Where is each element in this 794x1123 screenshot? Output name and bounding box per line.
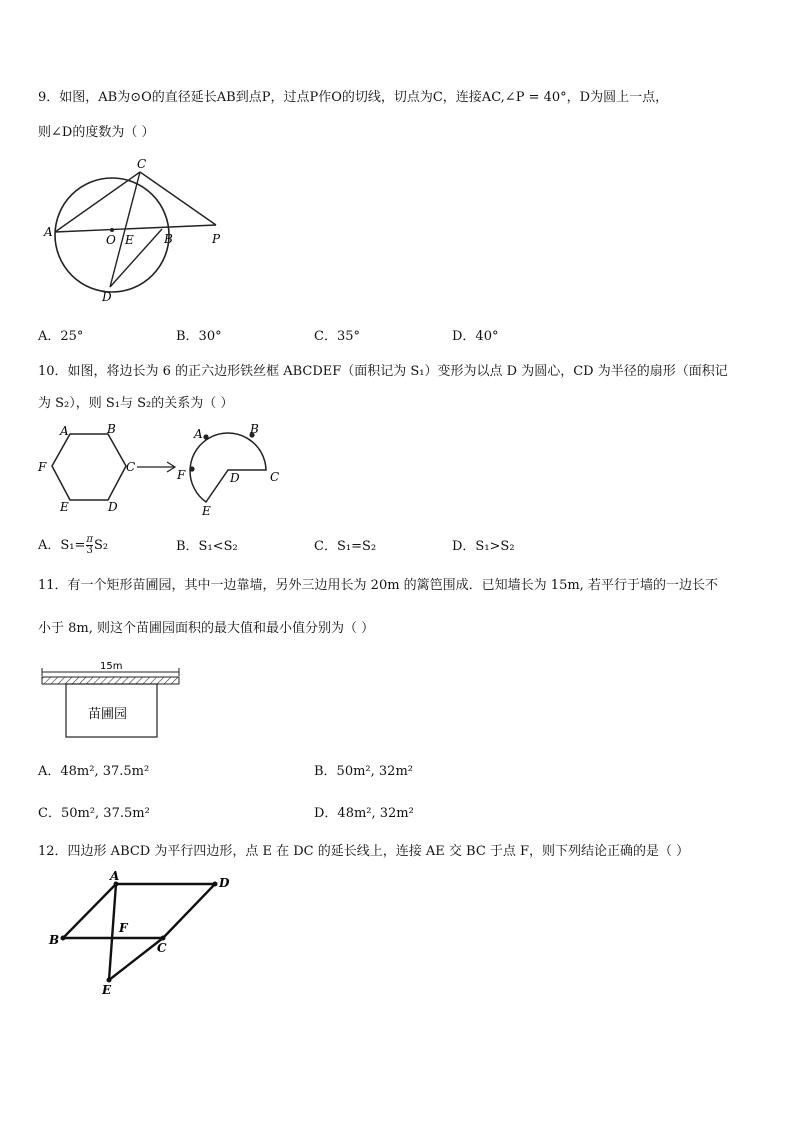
q9-line-CP (140, 172, 216, 225)
q10-fraction-numerator: π (86, 534, 93, 545)
q10-stem-line1: 10．如图，将边长为 6 的正六边形铁丝框 ABCDEF（面积记为 S₁）变形为以点 D 为圆心，CD 为半径的扇形（面积记 (38, 364, 728, 379)
q12-label-A: A (110, 869, 120, 883)
q9-stem-line1: 9．如图，AB为⊙O的直径延长AB到点P，过点P作O的切线，切点为C，连接AC,∠P = 40°，D为圆上一点， (38, 90, 669, 105)
q10-sector-label-B: B (250, 422, 259, 436)
q9-label-O: O (106, 233, 116, 247)
q11-stem-line1: 11．有一个矩形苗圃园，其中一边靠墙，另外三边用长为 20m 的篱笆围成．已知墙长为 15m, 若平行于墙的一边长不 (38, 578, 718, 593)
q12-label-F: F (119, 921, 128, 935)
q9-label-A: A (44, 225, 53, 239)
q9-option-d[interactable]: D．40° (452, 329, 499, 344)
q9-option-c[interactable]: C．35° (314, 329, 360, 344)
q10-option-a-prefix: A．S₁= (38, 538, 86, 553)
q11-wall-length-label: 15m (100, 661, 123, 672)
q9-stem-line2: 则∠D的度数为（ ） (38, 125, 155, 140)
q10-sector-label-C: C (270, 470, 280, 484)
q12-label-B: B (49, 933, 60, 947)
q12-point-B (61, 936, 66, 941)
q12-point-E (107, 978, 112, 983)
q10-option-a-fraction (86, 535, 93, 556)
q9-label-D: D (102, 290, 112, 304)
q10-hex-label-E: E (60, 500, 69, 514)
q11-option-a[interactable]: A．48m², 37.5m² (38, 764, 150, 779)
q12-point-C (161, 936, 166, 941)
q11-option-c[interactable]: C．50m², 37.5m² (38, 806, 150, 821)
q12-stem-line1: 12．四边形 ABCD 为平行四边形，点 E 在 DC 的延长线上，连接 AE 交 BC 于点 F，则下列结论正确的是（ ） (38, 844, 690, 859)
q10-option-a-suffix: S₂ (93, 538, 109, 553)
q11-garden-figure (34, 658, 194, 744)
q10-sector-label-A: A (194, 427, 203, 441)
q10-sector-label-D: D (230, 471, 240, 485)
q10-hex-label-B: B (107, 422, 116, 436)
q10-option-a[interactable] (38, 535, 108, 556)
q10-sector-point-F (189, 466, 194, 471)
q10-hex-label-F: F (38, 460, 47, 474)
q9-circle-figure (40, 155, 240, 305)
q10-sector-label-E: E (202, 504, 211, 518)
q12-line-AE (109, 884, 116, 980)
q12-label-E: E (102, 983, 112, 997)
q12-label-D: D (219, 876, 230, 890)
q10-option-b[interactable]: B．S₁<S₂ (176, 539, 238, 554)
q9-label-P: P (212, 232, 221, 246)
q10-hexagon (52, 434, 126, 500)
q9-option-a[interactable]: A．25° (38, 329, 84, 344)
q10-sector (190, 433, 266, 502)
q10-hex-label-C: C (126, 460, 136, 474)
q12-parallelogram-figure (40, 868, 240, 1000)
q12-parallelogram (63, 884, 215, 938)
q12-point-D (213, 882, 218, 887)
q10-option-d[interactable]: D．S₁>S₂ (452, 539, 515, 554)
q9-option-b[interactable]: B．30° (176, 329, 222, 344)
q12-line-CE (109, 938, 163, 980)
q11-option-b[interactable]: B．50m², 32m² (314, 764, 413, 779)
q9-label-C: C (137, 157, 147, 171)
q10-sector-point-A (203, 434, 208, 439)
q10-stem-line2: 为 S₂），则 S₁与 S₂的关系为（ ） (38, 396, 234, 411)
q10-hex-label-D: D (108, 500, 118, 514)
q11-wall (42, 677, 179, 684)
q11-stem-line2: 小于 8m, 则这个苗圃园面积的最大值和最小值分别为（ ） (38, 621, 375, 636)
q10-hex-label-A: A (60, 424, 69, 438)
q10-option-c[interactable]: C．S₁=S₂ (314, 539, 377, 554)
q9-point-O (110, 228, 114, 232)
q10-sector-label-F: F (177, 468, 186, 482)
q9-label-E: E (125, 233, 134, 247)
q11-garden-label: 苗圃园 (88, 707, 128, 722)
q10-fraction-denominator: 3 (86, 545, 93, 556)
q11-option-d[interactable]: D．48m², 32m² (314, 806, 414, 821)
q10-hexagon-figure (34, 420, 290, 520)
q9-line-AP (55, 225, 216, 232)
q12-label-C: C (157, 941, 167, 955)
q9-label-B: B (164, 232, 173, 246)
